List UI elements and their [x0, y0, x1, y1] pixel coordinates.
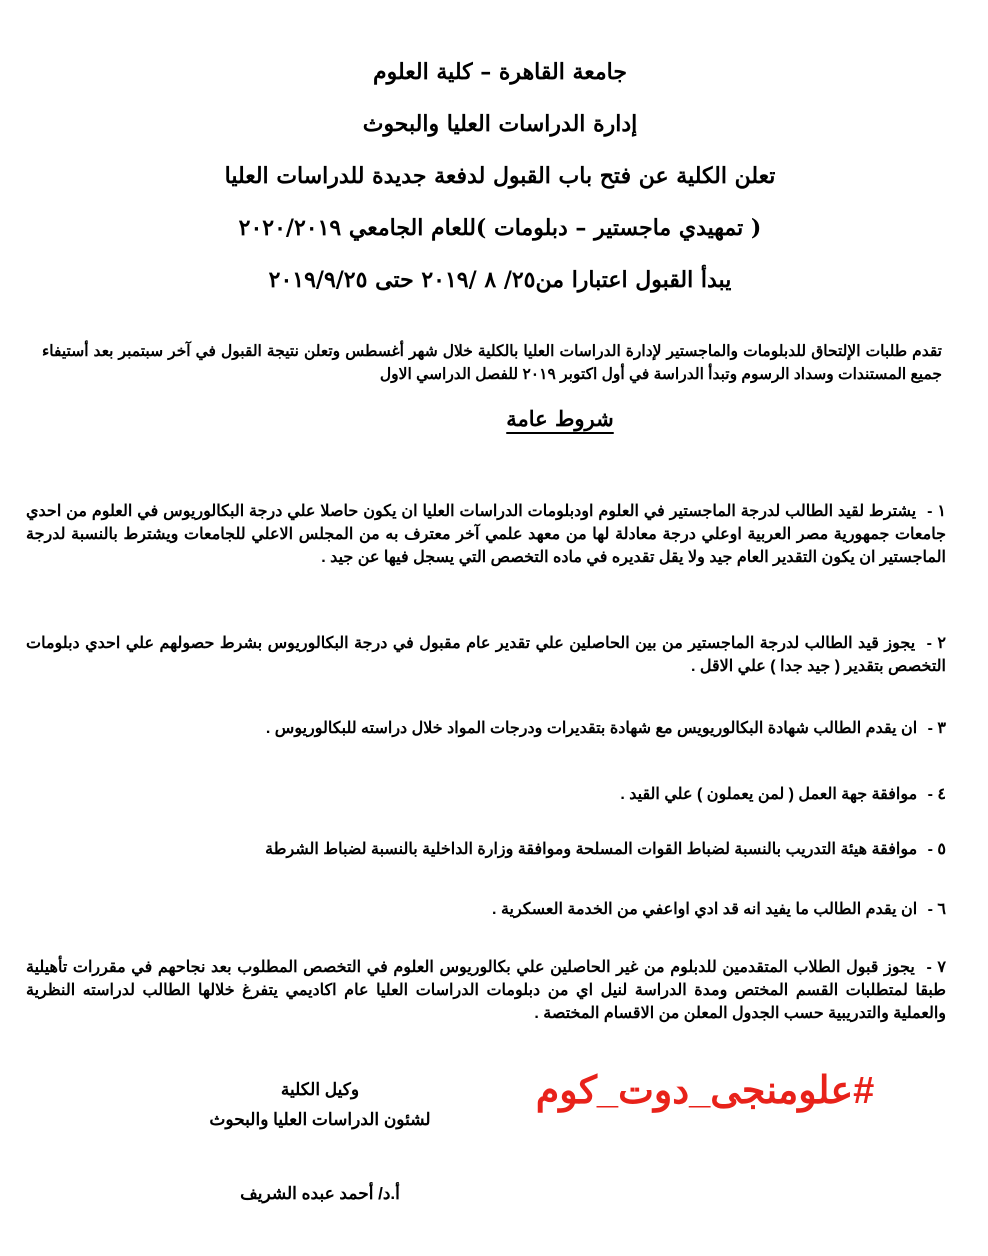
university-faculty-line: جامعة القاهرة – كلية العلوم [373, 59, 627, 85]
condition-text: يجوز قيد الطالب لدرجة الماجستير من بين الحاصلين علي تقدير عام مقبول في درجة البكالوريوس بشرط حصولهم علي احدي دبلومات التخصص بتقدير ( جيد جدا ) علي الاقل . [26, 635, 946, 675]
signatory-title: وكيل الكلية [280, 1080, 360, 1099]
condition-text: ان يقدم الطالب ما يفيد انه قد ادي اواعفي من الخدمة العسكرية . [492, 901, 918, 918]
condition-text: يجوز قبول الطلاب المتقدمين للدبلوم من غير الحاصلين علي بكالوريوس العلوم في التخصص المطلوب بعد نجاحهم في مقررات تأهيلية طبقا لمتطلبات القسم المختص ومدة الدراسة لنيل اي من دبلومات الدراسات العليا عام اكاديمي يتفرغ خلالها الطالب لدراسته النظرية والعملية والتدريبية حسب الجدول المعلن من الاقسام المختصة . [26, 959, 946, 1022]
condition-text: ان يقدم الطالب شهادة البكالوريويس مع شهادة بتقديرات ودرجات المواد خلال دراسته للبكالوريوس . [265, 720, 918, 737]
condition-item-7 [26, 956, 946, 1025]
department-line: إدارة الدراسات العليا والبحوث [362, 111, 638, 137]
condition-number: ٥ - [927, 841, 946, 858]
condition-number: ٢ - [926, 635, 947, 652]
conditions-title: شروط عامة [506, 406, 614, 431]
announcement-header [140, 46, 860, 306]
condition-item-2 [26, 632, 946, 678]
watermark-hashtag: #علومنجى_دوت_كوم [535, 1070, 875, 1112]
condition-item-3 [26, 717, 946, 740]
programs-year-line: ( تمهيدي ماجستير – دبلومات )للعام الجامعي ٢٠٢٠/٢٠١٩ [238, 215, 762, 241]
condition-number: ٧ - [926, 959, 946, 976]
condition-item-5 [26, 838, 946, 861]
signatory-title-detail: لشئون الدراسات العليا والبحوث [209, 1110, 431, 1129]
intro-paragraph: تقدم طلبات الإلتحاق للدبلومات والماجستير لإدارة الدراسات العليا بالكلية خلال شهر أغسطس وتعلن نتيجة القبول في آخر سبتمبر بعد أستيفاء جميع المستندات وسداد الرسوم وتبدأ الدراسة في أول اكتوبر ٢٠١٩ للفصل الدراسي الاول [42, 343, 942, 383]
condition-number: ٦ - [927, 901, 946, 918]
admission-announcement-line: تعلن الكلية عن فتح باب القبول لدفعة جديدة للدراسات العليا [224, 163, 776, 189]
condition-number: ١ - [927, 503, 946, 520]
condition-text: موافقة هيئة التدريب بالنسبة لضباط القوات المسلحة وموافقة وزارة الداخلية بالنسبة لضباط الشرطة [265, 841, 918, 858]
condition-item-4 [26, 783, 946, 806]
condition-item-1 [26, 500, 946, 569]
condition-number: ٣ - [927, 720, 946, 737]
signature-block [150, 1075, 490, 1209]
condition-item-6 [26, 898, 946, 921]
condition-number: ٤ - [927, 786, 946, 803]
condition-text: يشترط لقيد الطالب لدرجة الماجستير في العلوم اودبلومات الدراسات العليا ان يكون حاصلا علي درجة البكالوريوس في العلوم من احدي جامعات جمهورية مصر العربية اوعلي درجة معادلة لها من معهد علمي آخر معترف به من المجلس الاعلي للجامعات ويشترط بالنسبة لدرجة الماجستير ان يكون التقدير العام جيد ولا يقل تقديره في ماده التخصص التي يسجل فيها عن جيد . [26, 503, 946, 566]
signatory-name: أ.د/ أحمد عبده الشريف [240, 1184, 400, 1203]
condition-text: موافقة جهة العمل ( لمن يعملون ) علي القيد . [620, 786, 918, 803]
admission-dates-line: يبدأ القبول اعتبارا من٢٥/ ٨ /٢٠١٩ حتى ٢٠١٩/٩/٢٥ [268, 267, 732, 293]
